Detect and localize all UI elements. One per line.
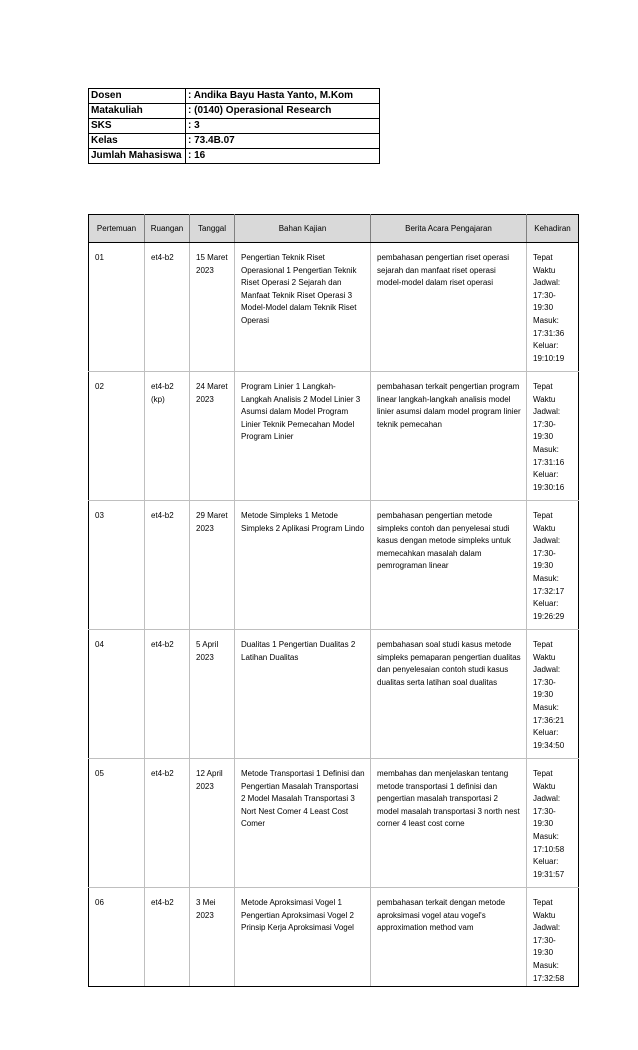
cell-tanggal: 15 Maret 2023 bbox=[190, 243, 235, 372]
cell-tanggal: 3 Mei 2023 bbox=[190, 888, 235, 987]
cell-pertemuan: 03 bbox=[89, 501, 145, 630]
info-label: Kelas bbox=[89, 134, 186, 149]
info-row-kelas bbox=[89, 134, 380, 149]
cell-berita-acara: pembahasan soal studi kasus metode simpleks pemaparan pengertian dualitas dan penyelesaian contoh studi kasus dualitas serta latihan soal dualitas bbox=[371, 630, 527, 759]
attendance-table bbox=[88, 214, 579, 987]
cell-kehadiran: Tepat Waktu Jadwal: 17:30-19:30 Masuk: 17:31:36 Keluar: 19:10:19 bbox=[527, 243, 579, 372]
info-value: : 16 bbox=[186, 149, 380, 164]
cell-berita-acara: membahas dan menjelaskan tentang metode transportasi 1 definisi dan pengertian masalah transportasi 2 model masalah transportasi 3 north nest corner 4 least cost corne bbox=[371, 759, 527, 888]
cell-tanggal: 24 Maret 2023 bbox=[190, 372, 235, 501]
table-row bbox=[89, 759, 579, 888]
table-row bbox=[89, 243, 579, 372]
cell-bahan-kajian: Program Linier 1 Langkah-Langkah Analisis 2 Model Linier 3 Asumsi dalam Model Program Linier Teknik Pemecahan Model Program Linier bbox=[235, 372, 371, 501]
cell-pertemuan: 06 bbox=[89, 888, 145, 987]
info-value: : (0140) Operasional Research bbox=[186, 104, 380, 119]
table-row bbox=[89, 372, 579, 501]
cell-ruangan: et4-b2 bbox=[145, 630, 190, 759]
table-header-row bbox=[89, 215, 579, 243]
info-row-jumlah-mahasiswa bbox=[89, 149, 380, 164]
cell-ruangan: et4-b2 bbox=[145, 759, 190, 888]
header-tanggal: Tanggal bbox=[190, 215, 235, 243]
table-row bbox=[89, 630, 579, 759]
cell-pertemuan: 01 bbox=[89, 243, 145, 372]
cell-ruangan: et4-b2 bbox=[145, 243, 190, 372]
cell-tanggal: 12 April 2023 bbox=[190, 759, 235, 888]
header-berita-acara: Berita Acara Pengajaran bbox=[371, 215, 527, 243]
cell-bahan-kajian: Dualitas 1 Pengertian Dualitas 2 Latihan Dualitas bbox=[235, 630, 371, 759]
info-label: Matakuliah bbox=[89, 104, 186, 119]
info-label: Dosen bbox=[89, 89, 186, 104]
info-value: : 73.4B.07 bbox=[186, 134, 380, 149]
cell-kehadiran: Tepat Waktu Jadwal: 17:30-19:30 Masuk: 17:32:58 bbox=[527, 888, 579, 987]
info-row-sks bbox=[89, 119, 380, 134]
info-label: SKS bbox=[89, 119, 186, 134]
course-info-table bbox=[88, 88, 380, 164]
cell-pertemuan: 02 bbox=[89, 372, 145, 501]
cell-bahan-kajian: Metode Aproksimasi Vogel 1 Pengertian Aproksimasi Vogel 2 Prinsip Kerja Aproksimasi Vogel bbox=[235, 888, 371, 987]
cell-kehadiran: Tepat Waktu Jadwal: 17:30-19:30 Masuk: 17:32:17 Keluar: 19:26:29 bbox=[527, 501, 579, 630]
cell-ruangan: et4-b2 (kp) bbox=[145, 372, 190, 501]
header-ruangan: Ruangan bbox=[145, 215, 190, 243]
table-row bbox=[89, 888, 579, 987]
cell-ruangan: et4-b2 bbox=[145, 501, 190, 630]
cell-berita-acara: pembahasan pengertian riset operasi sejarah dan manfaat riset operasi model-model dalam riset operasi bbox=[371, 243, 527, 372]
cell-tanggal: 5 April 2023 bbox=[190, 630, 235, 759]
info-value: : Andika Bayu Hasta Yanto, M.Kom bbox=[186, 89, 380, 104]
info-row-dosen bbox=[89, 89, 380, 104]
cell-pertemuan: 04 bbox=[89, 630, 145, 759]
cell-pertemuan: 05 bbox=[89, 759, 145, 888]
info-value: : 3 bbox=[186, 119, 380, 134]
cell-kehadiran: Tepat Waktu Jadwal: 17:30-19:30 Masuk: 17:10:58 Keluar: 19:31:57 bbox=[527, 759, 579, 888]
cell-bahan-kajian: Pengertian Teknik Riset Operasional 1 Pengertian Teknik Riset Operasi 2 Sejarah dan Manfaat Teknik Riset Operasi 3 Model-Model dalam Teknik Riset Operasi bbox=[235, 243, 371, 372]
cell-kehadiran: Tepat Waktu Jadwal: 17:30-19:30 Masuk: 17:36:21 Keluar: 19:34:50 bbox=[527, 630, 579, 759]
cell-berita-acara: pembahasan terkait dengan metode aproksimasi vogel atau vogel's approximation method vam bbox=[371, 888, 527, 987]
info-row-matakuliah bbox=[89, 104, 380, 119]
header-pertemuan: Pertemuan bbox=[89, 215, 145, 243]
cell-bahan-kajian: Metode Simpleks 1 Metode Simpleks 2 Aplikasi Program Lindo bbox=[235, 501, 371, 630]
cell-tanggal: 29 Maret 2023 bbox=[190, 501, 235, 630]
table-row bbox=[89, 501, 579, 630]
cell-kehadiran: Tepat Waktu Jadwal: 17:30-19:30 Masuk: 17:31:16 Keluar: 19:30:16 bbox=[527, 372, 579, 501]
cell-ruangan: et4-b2 bbox=[145, 888, 190, 987]
header-kehadiran: Kehadiran bbox=[527, 215, 579, 243]
header-bahan-kajian: Bahan Kajian bbox=[235, 215, 371, 243]
cell-berita-acara: pembahasan pengertian metode simpleks contoh dan penyelesai studi kasus dengan metode simpleks untuk memecahkan masalah dalam pemrograman linear bbox=[371, 501, 527, 630]
info-label: Jumlah Mahasiswa bbox=[89, 149, 186, 164]
cell-bahan-kajian: Metode Transportasi 1 Definisi dan Pengertian Masalah Transportasi 2 Model Masalah Transportasi 3 Nort Nest Comer 4 Least Cost Comer bbox=[235, 759, 371, 888]
cell-berita-acara: pembahasan terkait pengertian program linear langkah-langkah analisis model linier asumsi dalam model program linier teknik pemecahan bbox=[371, 372, 527, 501]
